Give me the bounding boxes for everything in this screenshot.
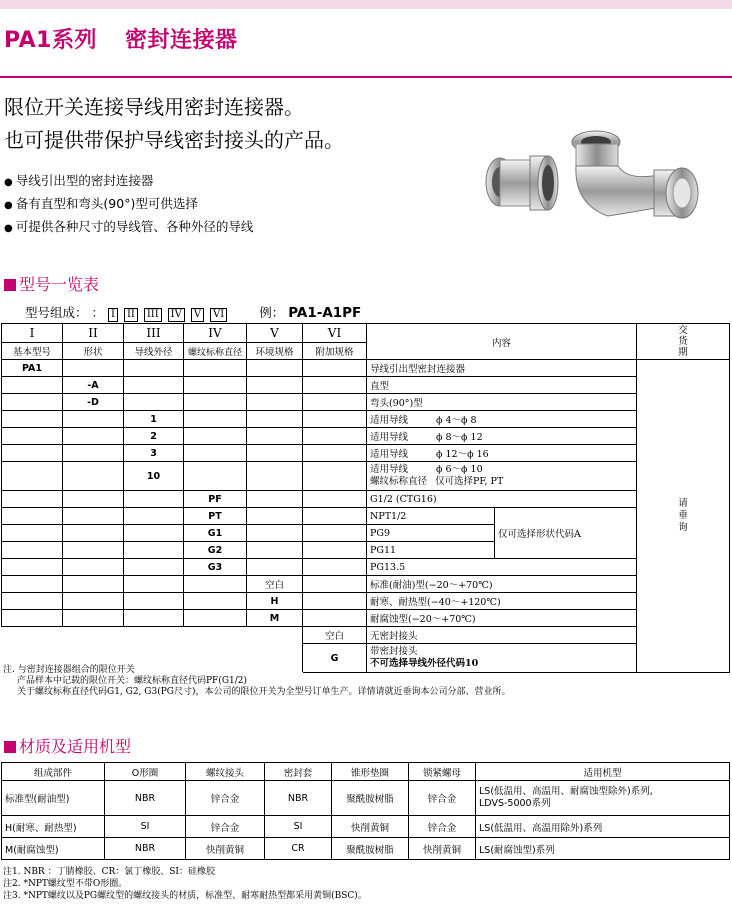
column-header: 适用机型 [476, 763, 730, 781]
headline-2: 也可提供带保护导线密封接头的产品。 [4, 128, 344, 152]
column-header: O形圈 [105, 763, 186, 781]
delivery-header: 交货期 [637, 324, 730, 360]
table-row: M 耐腐蚀型(−20～+70℃) [2, 610, 730, 627]
composition-box: III [144, 308, 162, 322]
composition-box: V [191, 308, 204, 322]
note-line: 产品样本中记载的限位开关：螺纹标称直径代码PF(G1/2) [17, 676, 247, 686]
example-model: PA1-A1PF [288, 305, 362, 321]
shape-restriction-note: 仅可选择形状代码A [495, 508, 637, 559]
table-row: G2 PG11 [2, 542, 730, 559]
note-line: 注. 与密封连接器组合的限位开关 [3, 665, 135, 675]
table-row: 10 适用导线 ϕ 6～ϕ 10 螺纹标称直径 仅可选择PF, PT [2, 462, 730, 491]
square-bullet-icon [4, 279, 16, 291]
column-header: 形状 [63, 343, 124, 360]
table-row: H 耐寒、耐热型(−40～+120℃) [2, 593, 730, 610]
model-table [1, 323, 730, 673]
note-line: 关于螺纹标称直径代码G1, G2, G3(PG尺寸)，本公司的限位开关为全型号订单生产。详情请就近垂询本公司分部、营业所。 [17, 687, 511, 697]
table-row: 空白 标准(耐油)型(−20～+70℃) [2, 576, 730, 593]
connector-product-photo [478, 124, 708, 244]
header-row [2, 763, 730, 781]
material-notes [3, 866, 367, 902]
column-header: 附加规格 [303, 343, 367, 360]
table-row: PT NPT1/2 仅可选择形状代码A [2, 508, 730, 525]
feature-item: ● 备有直型和弯头(90°)型可供选择 [4, 193, 253, 216]
table-row: 空白 无密封接头 [2, 627, 730, 644]
elbow-connector-image [572, 131, 698, 218]
roman-header: V [247, 324, 303, 343]
headline-1: 限位开关连接导线用密封连接器。 [4, 95, 304, 119]
feature-list [4, 170, 253, 239]
material-table [1, 762, 730, 860]
composition-box: II [124, 308, 138, 322]
roman-header-row [2, 324, 730, 343]
roman-header: VI [303, 324, 367, 343]
composition-box: IV [168, 308, 185, 322]
note-line: 注2. *NPT螺纹型不带O形圈。 [3, 879, 128, 889]
table-row: G1 PG9 [2, 525, 730, 542]
note-line: 注1. NBR ：丁腈橡胶、CR：氯丁橡胶、SI：硅橡胶 [3, 867, 215, 877]
series-name: PA1系列 [4, 28, 97, 53]
roman-header: II [63, 324, 124, 343]
roman-header: I [2, 324, 63, 343]
delivery-cell: 请垂询 [637, 360, 730, 673]
table-row: PA1 导线引出型密封连接器 请垂询 [2, 360, 730, 377]
title-divider [0, 76, 732, 78]
feature-item: ● 导线引出型的密封连接器 [4, 170, 253, 193]
content-header: 内容 [367, 324, 637, 360]
model-notes [3, 665, 510, 698]
column-header: 螺纹接头 [186, 763, 265, 781]
example-label: 例： [259, 305, 285, 320]
composition-separator: ： [91, 305, 105, 320]
table-row: M(耐腐蚀型) NBR 快削黄铜 CR 聚酰胺树脂 快削黄铜 LS(耐腐蚀型)系列 [2, 838, 730, 860]
table-row: -D 弯头(90°)型 [2, 394, 730, 411]
column-header: 锁紧螺母 [409, 763, 476, 781]
table-row: G 带密封接头 不可选择导线外径代码10 [2, 644, 730, 673]
roman-header: III [124, 324, 184, 343]
page-title [4, 23, 237, 54]
straight-connector-image [486, 156, 558, 210]
material-heading: 材质及适用机型 [4, 734, 131, 757]
column-header: 螺纹标称直径 [184, 343, 247, 360]
table-row: H(耐寒、耐热型) SI 锌合金 SI 快削黄铜 锌合金 LS(低温用、高温用除外)系列 [2, 816, 730, 838]
note-line: 注3. *NPT螺纹以及PG螺纹型的螺纹接头的材质，标准型、耐寒耐热型都采用黄铜(BSC)。 [3, 891, 367, 901]
column-header: 密封套 [265, 763, 332, 781]
composition-label: 型号组成： [25, 305, 88, 320]
composition-box: VI [210, 308, 227, 322]
table-row: PF G1/2 (CTG16) [2, 491, 730, 508]
roman-header: IV [184, 324, 247, 343]
square-bullet-icon [4, 741, 16, 753]
composition-box: I [108, 308, 118, 322]
top-color-band [0, 0, 732, 9]
feature-item: ● 可提供各种尺寸的导线管、各种外径的导线 [4, 216, 253, 239]
table-row: G3 PG13.5 [2, 559, 730, 576]
table-row: 1 适用导线 ϕ 4～ϕ 8 [2, 411, 730, 428]
column-header: 导线外径 [124, 343, 184, 360]
column-header: 组成部件 [2, 763, 105, 781]
product-name: 密封连接器 [124, 28, 238, 53]
table-row: 2 适用导线 ϕ 8～ϕ 12 [2, 428, 730, 445]
table-row: 3 适用导线 ϕ 12～ϕ 16 [2, 445, 730, 462]
column-header: 基本型号 [2, 343, 63, 360]
model-list-heading: 型号一览表 [4, 272, 99, 295]
column-header: 环境规格 [247, 343, 303, 360]
table-row: -A 直型 [2, 377, 730, 394]
model-composition [25, 303, 361, 322]
column-header: 锥形垫圈 [332, 763, 409, 781]
table-row: 标准型(耐油型) NBR 锌合金 NBR 聚酰胺树脂 锌合金 LS(低温用、高温用、耐腐蚀型除外)系列, LDVS-5000系列 [2, 781, 730, 816]
